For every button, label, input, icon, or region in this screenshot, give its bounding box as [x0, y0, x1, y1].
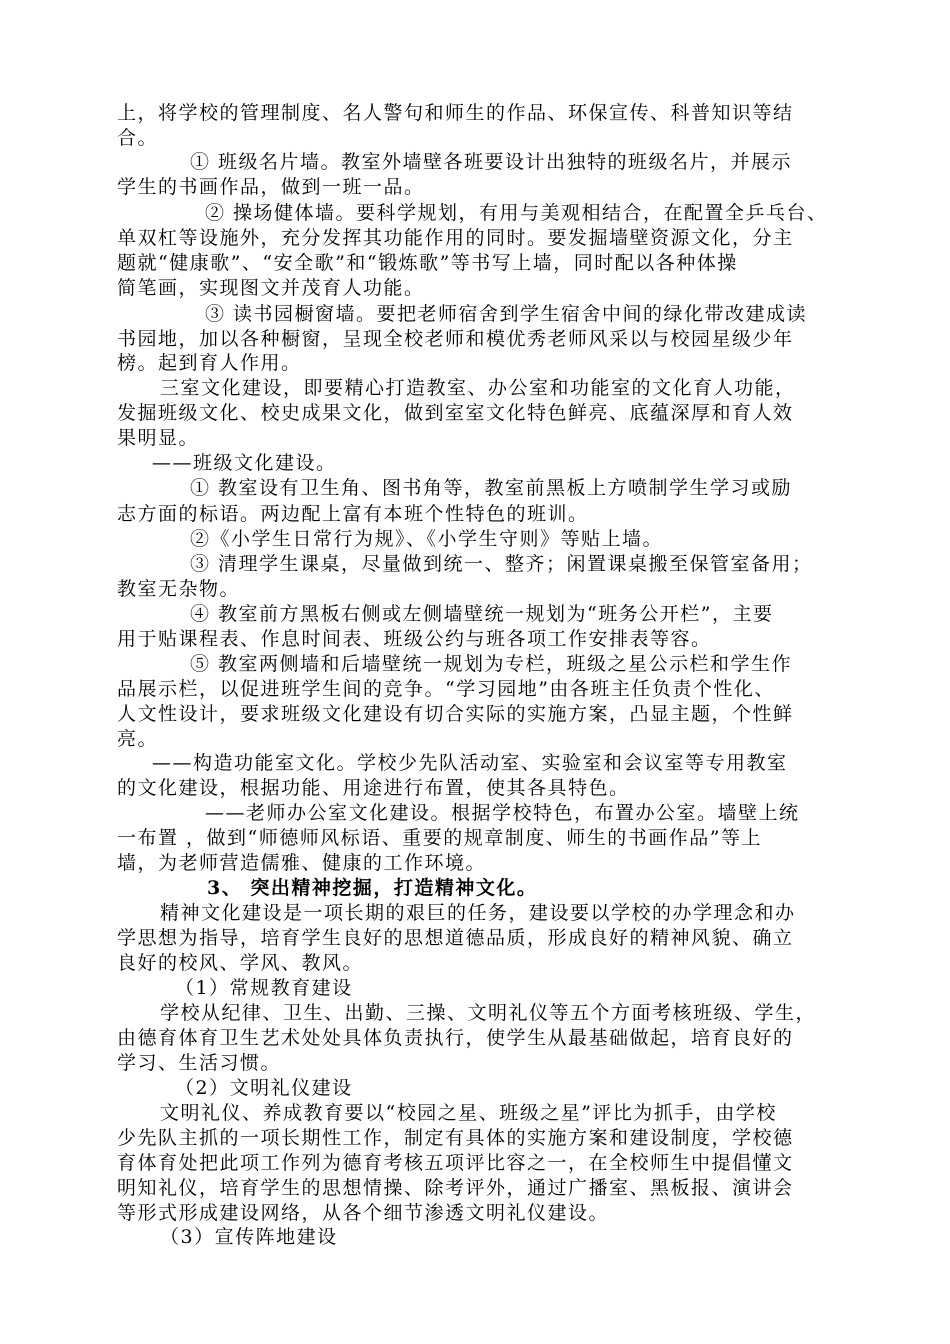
subsection-heading: （3）宣传阵地建设: [160, 1226, 338, 1248]
subsection-heading: （2）文明礼仪建设: [175, 1077, 353, 1099]
text-line: ① 班级名片墙。教室外墙壁各班要设计出独特的班级名片，并展示: [190, 151, 793, 173]
text-line: 墙，为老师营造儒雅、健康的工作环境。: [117, 852, 487, 874]
text-line: ——老师办公室文化建设。根据学校特色，布置办公室。墙壁上统: [205, 802, 800, 824]
text-line: 榜。起到育人作用。: [117, 352, 302, 374]
text-line: 书园地，加以各种橱窗，呈现全校老师和模优秀老师风采以与校园星级少年: [117, 328, 794, 350]
text-line: 亮。: [117, 728, 159, 750]
text-line: 良好的校风、学风、教风。: [117, 952, 364, 974]
text-line: 学思想为指导，培育学生良好的思想道德品质，形成良好的精神风貌、确立: [117, 927, 794, 949]
text-line: ② 操场健体墙。要科学规划，有用与美观相结合，在配置全乒乓台、: [205, 202, 828, 224]
text-line: 教室无杂物。: [117, 578, 241, 600]
text-line: 的文化建设，根据功能、用途进行布置，使其各具特色。: [117, 777, 630, 799]
text-line: 上，将学校的管理制度、名人警句和师生的作品、环保宣传、科普知识等结: [117, 102, 794, 124]
text-line: ③ 清理学生课桌，尽量做到统一、整齐；闲置课桌搬至保管室备用；: [190, 553, 813, 575]
text-line: ① 教室设有卫生角、图书角等，教室前黑板上方喷制学生学习或励: [190, 477, 793, 499]
subsection-heading: （1）常规教育建设: [175, 977, 353, 999]
text-line: ②《小学生日常行为规》、《小学生守则》等贴上墙。: [190, 528, 664, 550]
text-line: ——班级文化建设。: [152, 452, 337, 474]
text-line: 文明礼仪、养成教育要以“校园之星、班级之星”评比为抓手，由学校: [160, 1102, 777, 1124]
text-line: ——构造功能室文化。学校少先队活动室、实验室和会议室等专用教室: [152, 752, 788, 774]
text-line: 果明显。: [117, 427, 200, 449]
text-line: 人文性设计，要求班级文化建设有切合实际的实施方案，凸显主题，个性鲜: [117, 703, 794, 725]
text-line: 合。: [117, 127, 159, 149]
text-line: ④ 教室前方黑板右侧或左侧墙壁统一规划为“班务公开栏”，主要: [190, 603, 774, 625]
text-line: 品展示栏，以促进班学生间的竞争。“学习园地”由各班主任负责个性化、: [117, 678, 775, 700]
text-line: 少先队主抓的一项长期性工作，制定有具体的实施方案和建设制度，学校德: [117, 1127, 794, 1149]
text-line: 单双杠等设施外，充分发挥其功能作用的同时。要发掘墙壁资源文化，分主: [117, 227, 794, 249]
text-line: 学校从纪律、卫生、出勤、三操、文明礼仪等五个方面考核班级、学生，: [160, 1002, 817, 1024]
text-line: 明知礼仪，培育学生的思想情操、除考评外，通过广播室、黑板报、演讲会: [117, 1177, 794, 1199]
text-line: 学生的书画作品，做到一班一品。: [117, 176, 425, 198]
text-line: 三室文化建设，即要精心打造教室、办公室和功能室的文化育人功能，: [160, 377, 796, 399]
text-line: 育体育处把此项工作列为德育考核五项评比容之一，在全校师生中提倡懂文: [117, 1152, 794, 1174]
section-heading: 3、 突出精神挖掘，打造精神文化。: [207, 877, 538, 899]
text-line: 由德育体育卫生艺术处处具体负责执行，使学生从最基础做起，培育良好的: [117, 1027, 794, 1049]
text-line: 等形式形成建设网络，从各个细节渗透文明礼仪建设。: [117, 1202, 610, 1224]
text-line: 一布置 ，做到“师德师风标语、重要的规章制度、师生的书画作品”等上: [117, 827, 762, 849]
text-line: 精神文化建设是一项长期的艰巨的任务，建设要以学校的办学理念和办: [160, 902, 796, 924]
text-line: 学习、生活习惯。: [117, 1052, 282, 1074]
text-line: ⑤ 教室两侧墙和后墙壁统一规划为专栏，班级之星公示栏和学生作: [190, 653, 793, 675]
text-line: 简笔画，实现图文并茂育人功能。: [117, 277, 425, 299]
text-line: 发掘班级文化、校史成果文化，做到室室文化特色鲜亮、底蕴深厚和育人效: [117, 402, 794, 424]
text-line: 志方面的标语。两边配上富有本班个性特色的班训。: [117, 503, 589, 525]
text-line: 用于贴课程表、作息时间表、班级公约与班各项工作安排表等容。: [117, 628, 712, 650]
text-line: ③ 读书园橱窗墙。要把老师宿舍到学生宿舍中间的绿化带改建成读: [205, 303, 808, 325]
text-line: 题就“健康歌”、“安全歌”和“锻炼歌”等书写上墙，同时配以各种体操: [117, 252, 738, 274]
